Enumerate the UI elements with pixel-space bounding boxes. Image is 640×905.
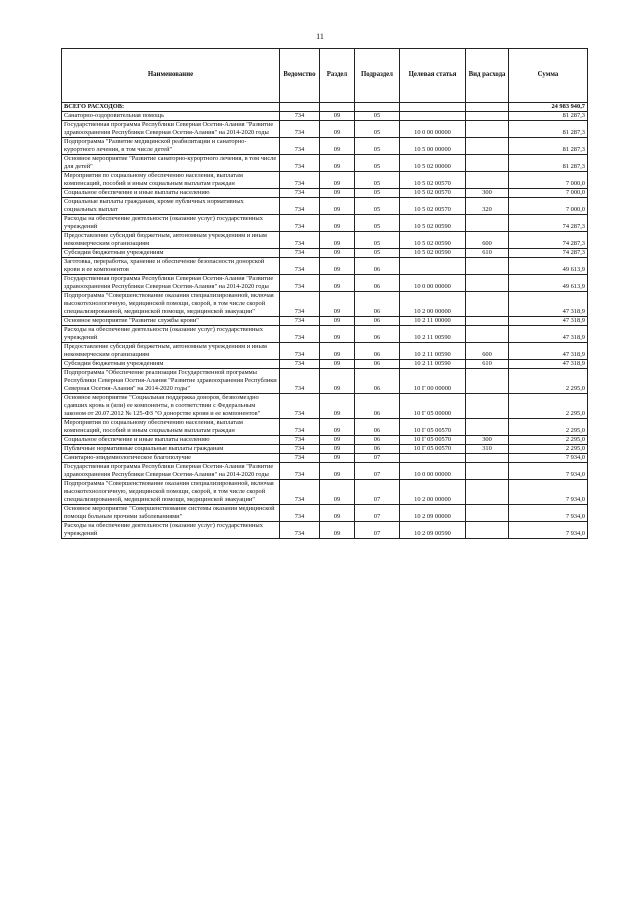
table-row bbox=[62, 292, 588, 317]
cell-exp-type bbox=[466, 454, 509, 463]
cell-name: Социальные выплаты гражданам, кроме публичных нормативных социальных выплат bbox=[62, 198, 280, 215]
cell-name: Предоставление субсидий бюджетным, автономным учреждениям и иным некоммерческим организациям bbox=[62, 343, 280, 360]
cell-subsection: 07 bbox=[355, 522, 400, 539]
cell-subsection: 05 bbox=[355, 112, 400, 121]
header-subsection: Подраздел bbox=[355, 49, 400, 103]
cell-subsection: 05 bbox=[355, 232, 400, 249]
table-row bbox=[62, 155, 588, 172]
cell-exp-type bbox=[466, 172, 509, 189]
cell-exp-type bbox=[466, 121, 509, 138]
cell-subsection: 06 bbox=[355, 258, 400, 275]
cell-exp-type bbox=[466, 138, 509, 155]
cell-subsection: 06 bbox=[355, 275, 400, 292]
cell-name: Государственная программа Республики Северная Осетия-Алания "Развитие здравоохранения Республики Северная Осетия-Алания" на 2014-2020 годы bbox=[62, 275, 280, 292]
header-section: Раздел bbox=[320, 49, 355, 103]
cell-exp-type bbox=[466, 258, 509, 275]
cell-subsection: 06 bbox=[355, 394, 400, 419]
cell-dept: 734 bbox=[280, 369, 320, 394]
table-row bbox=[62, 480, 588, 505]
cell-section: 09 bbox=[320, 522, 355, 539]
header-target: Целевая статья bbox=[400, 49, 466, 103]
cell-name: Основное мероприятие "Совершенствование системы оказания медицинской помощи больным прочими заболеваниями" bbox=[62, 505, 280, 522]
cell-amount: 2 295,0 bbox=[509, 445, 588, 454]
cell-exp-type: 320 bbox=[466, 198, 509, 215]
cell-name: Заготовка, переработка, хранение и обеспечение безопасности донорской крови и ее компонентов bbox=[62, 258, 280, 275]
cell-amount: 74 287,3 bbox=[509, 249, 588, 258]
cell-dept: 734 bbox=[280, 522, 320, 539]
cell-target: 10 5 02 00000 bbox=[400, 155, 466, 172]
cell-section: 09 bbox=[320, 505, 355, 522]
cell-exp-type bbox=[466, 480, 509, 505]
cell-name: Государственная программа Республики Северная Осетия-Алания "Развитие здравоохранения Республики Северная Осетия-Алания" на 2014-2020 годы bbox=[62, 121, 280, 138]
cell-name: ВСЕГО РАСХОДОВ: bbox=[62, 103, 280, 112]
cell-amount: 49 613,9 bbox=[509, 275, 588, 292]
cell-section: 09 bbox=[320, 436, 355, 445]
cell-name: Расходы на обеспечение деятельности (оказание услуг) государственных учреждений bbox=[62, 326, 280, 343]
table-row bbox=[62, 419, 588, 436]
cell-amount: 7 000,0 bbox=[509, 189, 588, 198]
cell-section: 09 bbox=[320, 121, 355, 138]
cell-dept: 734 bbox=[280, 275, 320, 292]
cell-amount: 7 934,0 bbox=[509, 463, 588, 480]
cell-amount: 7 934,0 bbox=[509, 505, 588, 522]
table-row bbox=[62, 317, 588, 326]
cell-subsection: 05 bbox=[355, 138, 400, 155]
cell-amount: 24 983 940,7 bbox=[509, 103, 588, 112]
cell-dept: 734 bbox=[280, 232, 320, 249]
cell-target: 10 2 00 00000 bbox=[400, 480, 466, 505]
cell-subsection: 05 bbox=[355, 249, 400, 258]
cell-dept: 734 bbox=[280, 172, 320, 189]
cell-name: Подпрограмма "Совершенствование оказания специализированной, включая высокотехнологичную, медицинской помощи, скорой, в том числе скорой специализированной, медицинской помощи, медицинской эвакуации" bbox=[62, 292, 280, 317]
table-row bbox=[62, 189, 588, 198]
table-row bbox=[62, 369, 588, 394]
cell-dept: 734 bbox=[280, 258, 320, 275]
cell-target bbox=[400, 112, 466, 121]
cell-target bbox=[400, 103, 466, 112]
cell-section bbox=[320, 103, 355, 112]
header-amount: Сумма bbox=[509, 49, 588, 103]
cell-exp-type bbox=[466, 463, 509, 480]
table-row bbox=[62, 326, 588, 343]
table-row bbox=[62, 275, 588, 292]
cell-target: 10 2 09 00590 bbox=[400, 522, 466, 539]
cell-dept: 734 bbox=[280, 445, 320, 454]
cell-name: Социальное обеспечение и иные выплаты населению bbox=[62, 189, 280, 198]
cell-amount: 74 287,3 bbox=[509, 215, 588, 232]
cell-dept: 734 bbox=[280, 215, 320, 232]
table-row bbox=[62, 198, 588, 215]
cell-name: Основное мероприятие "Развитие санаторно-курортного лечения, в том числе для детей" bbox=[62, 155, 280, 172]
cell-subsection: 05 bbox=[355, 172, 400, 189]
cell-dept: 734 bbox=[280, 360, 320, 369]
cell-target: 10 5 02 00590 bbox=[400, 215, 466, 232]
cell-target: 10 Г 05 00000 bbox=[400, 394, 466, 419]
table-row bbox=[62, 121, 588, 138]
cell-name: Подпрограмма "Обеспечение реализации Государственной программы Республики Северная Осетия-Алания "Развитие здравоохранения Республики Северная Осетия-Алания" на 2014-2020 годы" bbox=[62, 369, 280, 394]
cell-section: 09 bbox=[320, 172, 355, 189]
cell-amount: 74 287,3 bbox=[509, 232, 588, 249]
table-row bbox=[62, 112, 588, 121]
cell-subsection: 05 bbox=[355, 155, 400, 172]
cell-subsection: 07 bbox=[355, 480, 400, 505]
cell-subsection: 06 bbox=[355, 326, 400, 343]
cell-section: 09 bbox=[320, 445, 355, 454]
cell-amount: 2 295,0 bbox=[509, 436, 588, 445]
cell-amount: 47 318,9 bbox=[509, 343, 588, 360]
cell-exp-type: 300 bbox=[466, 436, 509, 445]
cell-subsection bbox=[355, 103, 400, 112]
cell-amount: 81 287,3 bbox=[509, 155, 588, 172]
cell-name: Мероприятия по социальному обеспечению населения, выплатам компенсаций, пособий и иным социальным выплатам граждан bbox=[62, 419, 280, 436]
cell-subsection: 06 bbox=[355, 360, 400, 369]
cell-subsection: 07 bbox=[355, 454, 400, 463]
cell-name: Расходы на обеспечение деятельности (оказание услуг) государственных учреждений bbox=[62, 522, 280, 539]
cell-name: Государственная программа Республики Северная Осетия-Алания "Развитие здравоохранения Республики Северная Осетия-Алания" на 2014-2020 годы bbox=[62, 463, 280, 480]
cell-name: Основное мероприятие "Развитие службы крови" bbox=[62, 317, 280, 326]
cell-target: 10 5 02 00570 bbox=[400, 172, 466, 189]
cell-amount: 81 287,3 bbox=[509, 138, 588, 155]
cell-dept: 734 bbox=[280, 436, 320, 445]
cell-exp-type bbox=[466, 292, 509, 317]
cell-section: 09 bbox=[320, 198, 355, 215]
cell-amount: 7 000,0 bbox=[509, 198, 588, 215]
cell-target: 10 0 00 00000 bbox=[400, 463, 466, 480]
cell-target: 10 5 02 00570 bbox=[400, 198, 466, 215]
cell-name: Подпрограмма "Совершенствование оказания специализированной, включая высокотехнологичную, медицинской помощи, скорой, в том числе скорой специализированной, медицинской помощи, медицинской эвакуации" bbox=[62, 480, 280, 505]
cell-section: 09 bbox=[320, 360, 355, 369]
table-row bbox=[62, 445, 588, 454]
cell-amount: 49 613,9 bbox=[509, 258, 588, 275]
cell-section: 09 bbox=[320, 454, 355, 463]
cell-dept: 734 bbox=[280, 463, 320, 480]
cell-exp-type bbox=[466, 326, 509, 343]
cell-exp-type: 600 bbox=[466, 232, 509, 249]
header-exp-type: Вид расхода bbox=[466, 49, 509, 103]
cell-section: 09 bbox=[320, 215, 355, 232]
cell-amount: 47 318,9 bbox=[509, 326, 588, 343]
cell-subsection: 05 bbox=[355, 121, 400, 138]
table-header-row bbox=[62, 49, 588, 103]
cell-name: Социальное обеспечение и иные выплаты населению bbox=[62, 436, 280, 445]
cell-section: 09 bbox=[320, 369, 355, 394]
cell-section: 09 bbox=[320, 155, 355, 172]
table-row bbox=[62, 232, 588, 249]
cell-dept bbox=[280, 103, 320, 112]
cell-target: 10 2 11 00590 bbox=[400, 343, 466, 360]
cell-dept: 734 bbox=[280, 454, 320, 463]
cell-target: 10 5 02 00570 bbox=[400, 189, 466, 198]
cell-exp-type bbox=[466, 103, 509, 112]
cell-subsection: 06 bbox=[355, 292, 400, 317]
cell-amount: 2 295,0 bbox=[509, 419, 588, 436]
cell-section: 09 bbox=[320, 343, 355, 360]
table-row bbox=[62, 215, 588, 232]
cell-target bbox=[400, 258, 466, 275]
cell-exp-type bbox=[466, 369, 509, 394]
cell-target: 10 5 02 00590 bbox=[400, 249, 466, 258]
cell-subsection: 06 bbox=[355, 419, 400, 436]
cell-exp-type bbox=[466, 394, 509, 419]
header-name: Наименование bbox=[62, 49, 280, 103]
cell-target: 10 5 00 00000 bbox=[400, 138, 466, 155]
cell-exp-type bbox=[466, 505, 509, 522]
cell-section: 09 bbox=[320, 480, 355, 505]
cell-exp-type: 300 bbox=[466, 189, 509, 198]
cell-name: Санаторно-оздоровительная помощь bbox=[62, 112, 280, 121]
cell-exp-type bbox=[466, 419, 509, 436]
table-row bbox=[62, 463, 588, 480]
cell-subsection: 06 bbox=[355, 343, 400, 360]
cell-dept: 734 bbox=[280, 480, 320, 505]
cell-target: 10 Г 05 00570 bbox=[400, 445, 466, 454]
cell-dept: 734 bbox=[280, 394, 320, 419]
cell-amount: 7 934,0 bbox=[509, 480, 588, 505]
cell-subsection: 05 bbox=[355, 215, 400, 232]
cell-dept: 734 bbox=[280, 249, 320, 258]
cell-amount: 81 287,3 bbox=[509, 121, 588, 138]
cell-section: 09 bbox=[320, 292, 355, 317]
cell-target: 10 0 00 00000 bbox=[400, 275, 466, 292]
cell-exp-type: 610 bbox=[466, 249, 509, 258]
cell-dept: 734 bbox=[280, 155, 320, 172]
cell-amount: 2 295,0 bbox=[509, 369, 588, 394]
table-row bbox=[62, 505, 588, 522]
cell-amount: 47 318,9 bbox=[509, 292, 588, 317]
cell-exp-type: 600 bbox=[466, 343, 509, 360]
cell-target: 10 2 00 00000 bbox=[400, 292, 466, 317]
expenditure-table bbox=[61, 48, 588, 539]
cell-name: Санитарно-эпидемиологическое благополучие bbox=[62, 454, 280, 463]
cell-name: Публичные нормативные социальные выплаты гражданам bbox=[62, 445, 280, 454]
cell-section: 09 bbox=[320, 394, 355, 419]
cell-subsection: 06 bbox=[355, 436, 400, 445]
cell-name: Мероприятия по социальному обеспечению населения, выплатам компенсаций, пособий и иным социальным выплатам граждан bbox=[62, 172, 280, 189]
cell-dept: 734 bbox=[280, 198, 320, 215]
table-row bbox=[62, 522, 588, 539]
table-row bbox=[62, 360, 588, 369]
cell-target: 10 2 09 00000 bbox=[400, 505, 466, 522]
cell-target: 10 Г 00 00000 bbox=[400, 369, 466, 394]
cell-subsection: 06 bbox=[355, 445, 400, 454]
cell-name: Основное мероприятие "Социальная поддержка доноров, безвозмездно сдавших кровь и (или) ее компоненты, в соответствии с Федеральным законом от 20.07.2012 № 125-ФЗ "О донорстве крови и ее компонентов" bbox=[62, 394, 280, 419]
cell-name: Субсидии бюджетным учреждениям bbox=[62, 249, 280, 258]
cell-name: Предоставление субсидий бюджетным, автономным учреждениям и иным некоммерческим организациям bbox=[62, 232, 280, 249]
cell-dept: 734 bbox=[280, 292, 320, 317]
cell-amount: 47 318,9 bbox=[509, 360, 588, 369]
cell-section: 09 bbox=[320, 275, 355, 292]
cell-subsection: 06 bbox=[355, 369, 400, 394]
table-row bbox=[62, 172, 588, 189]
cell-exp-type: 310 bbox=[466, 445, 509, 454]
cell-exp-type bbox=[466, 112, 509, 121]
cell-section: 09 bbox=[320, 317, 355, 326]
cell-target: 10 2 11 00590 bbox=[400, 360, 466, 369]
table-row bbox=[62, 249, 588, 258]
cell-section: 09 bbox=[320, 189, 355, 198]
cell-dept: 734 bbox=[280, 138, 320, 155]
cell-dept: 734 bbox=[280, 419, 320, 436]
cell-name: Расходы на обеспечение деятельности (оказание услуг) государственных учреждений bbox=[62, 215, 280, 232]
cell-subsection: 05 bbox=[355, 198, 400, 215]
cell-name: Субсидии бюджетным учреждениям bbox=[62, 360, 280, 369]
header-dept: Ведомство bbox=[280, 49, 320, 103]
table-row bbox=[62, 138, 588, 155]
cell-amount: 7 934,0 bbox=[509, 454, 588, 463]
cell-amount: 47 318,9 bbox=[509, 317, 588, 326]
cell-dept: 734 bbox=[280, 112, 320, 121]
cell-dept: 734 bbox=[280, 317, 320, 326]
cell-amount: 7 000,0 bbox=[509, 172, 588, 189]
cell-dept: 734 bbox=[280, 326, 320, 343]
cell-target bbox=[400, 454, 466, 463]
cell-exp-type bbox=[466, 317, 509, 326]
cell-subsection: 05 bbox=[355, 189, 400, 198]
cell-name: Подпрограмма "Развитие медицинской реабилитации и санаторно-курортного лечения, в том числе детей" bbox=[62, 138, 280, 155]
cell-dept: 734 bbox=[280, 505, 320, 522]
cell-subsection: 06 bbox=[355, 317, 400, 326]
page-number: 11 bbox=[316, 32, 324, 41]
cell-target: 10 0 00 00000 bbox=[400, 121, 466, 138]
cell-section: 09 bbox=[320, 249, 355, 258]
cell-section: 09 bbox=[320, 232, 355, 249]
cell-exp-type: 610 bbox=[466, 360, 509, 369]
cell-target: 10 2 11 00000 bbox=[400, 317, 466, 326]
cell-subsection: 07 bbox=[355, 505, 400, 522]
cell-section: 09 bbox=[320, 419, 355, 436]
table-row bbox=[62, 343, 588, 360]
cell-section: 09 bbox=[320, 112, 355, 121]
table-total-row bbox=[62, 103, 588, 112]
cell-section: 09 bbox=[320, 258, 355, 275]
cell-subsection: 07 bbox=[355, 463, 400, 480]
cell-target: 10 5 02 00590 bbox=[400, 232, 466, 249]
cell-target: 10 Г 05 00570 bbox=[400, 419, 466, 436]
cell-section: 09 bbox=[320, 326, 355, 343]
cell-dept: 734 bbox=[280, 189, 320, 198]
cell-amount: 81 287,3 bbox=[509, 112, 588, 121]
cell-amount: 7 934,0 bbox=[509, 522, 588, 539]
cell-exp-type bbox=[466, 275, 509, 292]
cell-target: 10 Г 05 00570 bbox=[400, 436, 466, 445]
table-row bbox=[62, 436, 588, 445]
cell-target: 10 2 11 00590 bbox=[400, 326, 466, 343]
table-row bbox=[62, 258, 588, 275]
table-row bbox=[62, 454, 588, 463]
cell-dept: 734 bbox=[280, 343, 320, 360]
cell-exp-type bbox=[466, 155, 509, 172]
cell-exp-type bbox=[466, 522, 509, 539]
cell-section: 09 bbox=[320, 463, 355, 480]
cell-exp-type bbox=[466, 215, 509, 232]
cell-section: 09 bbox=[320, 138, 355, 155]
cell-dept: 734 bbox=[280, 121, 320, 138]
cell-amount: 2 295,0 bbox=[509, 394, 588, 419]
table-row bbox=[62, 394, 588, 419]
